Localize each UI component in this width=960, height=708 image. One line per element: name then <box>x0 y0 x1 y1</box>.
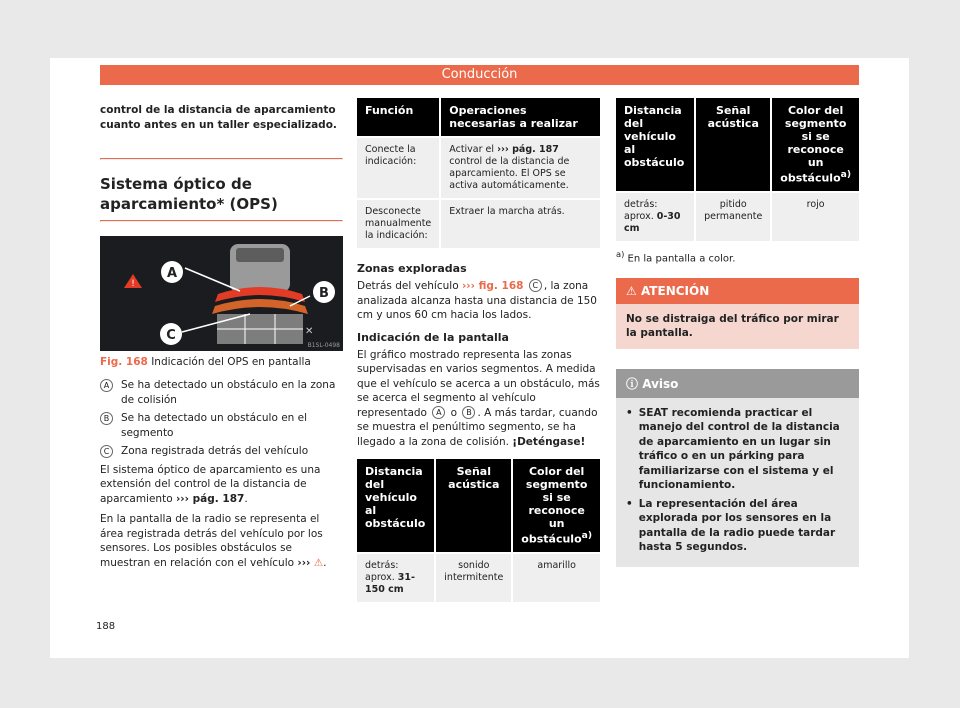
warning-link[interactable]: ››› <box>297 556 311 569</box>
legend-key: C <box>100 445 113 458</box>
ops-diagram <box>100 236 343 351</box>
warning-title: ATENCIÓN <box>640 283 710 298</box>
callout-b: B <box>319 286 329 301</box>
table-cell: sonido intermitente <box>435 553 512 602</box>
paragraph <box>100 463 343 507</box>
legend-item <box>100 378 343 407</box>
legend-text: Se ha detectado un obstáculo en el segmento <box>121 412 308 439</box>
paragraph-text: Detrás del vehículo <box>357 280 459 292</box>
table-cell: pitido permanente <box>695 192 771 241</box>
footnote-mark: a) <box>840 169 852 180</box>
table-header: Señal acústica <box>435 459 512 553</box>
inline-badge: B <box>462 406 475 419</box>
table-header: Función <box>357 98 440 137</box>
note-item-text: SEAT recomienda practicar el manejo del control de la distancia de aparcamiento en un lugar sin tráfico o en un párking para familiarizarse con el sistema y el funcionamiento. <box>638 406 840 492</box>
table-row <box>616 192 859 241</box>
note-title: Aviso <box>642 376 679 391</box>
distance-table-yellow <box>357 459 600 602</box>
table-header <box>512 459 600 553</box>
section-title: Sistema óptico de aparcamiento* (OPS) <box>100 175 278 213</box>
header-text: Color del segmento si se reconoce un obstáculo <box>780 104 847 185</box>
subsection-title: Zonas exploradas <box>357 262 467 275</box>
table-cell: rojo <box>771 192 859 241</box>
chapter-header: Conducción <box>100 65 859 85</box>
table-header: Distancia del vehículo al obstáculo <box>357 459 435 553</box>
table-cell <box>440 137 600 199</box>
legend-text: Zona registrada detrás del vehículo <box>121 445 309 457</box>
legend-item <box>100 411 343 440</box>
footnote <box>616 249 859 264</box>
table-cell: amarillo <box>512 553 600 602</box>
cell-text: control de la distancia de aparcamiento. El OPS se activa automáticamente. <box>449 156 570 191</box>
legend-text: Se ha detectado un obstáculo en la zona de colisión <box>121 379 336 406</box>
footnote-text: En la pantalla a color. <box>627 252 736 264</box>
cell-text: 31-150 cm <box>365 571 415 595</box>
paragraph-text: En la pantalla de la radio se representa el área registrada detrás del vehículo por los sensores. Los posibles obstáculos se muestran en relación con el vehículo <box>100 513 323 569</box>
cell-text: detrás: aprox. <box>365 559 399 583</box>
header-text: Color del segmento si se reconoce un obstáculo <box>521 465 588 546</box>
column-1 <box>100 103 343 576</box>
paragraph-text: o <box>450 406 458 419</box>
figure-link[interactable]: ››› fig. 168 <box>461 280 524 292</box>
bullet-icon: • <box>626 497 633 510</box>
table-cell: Extraer la marcha atrás. <box>440 199 600 248</box>
paragraph-text: . <box>323 556 327 569</box>
intro-text: control de la distancia de aparcamiento cuanto antes en un taller especializado. <box>100 104 337 131</box>
legend-item <box>100 444 343 459</box>
warning-triangle-icon: ⚠ <box>626 283 637 298</box>
column-2 <box>357 98 600 602</box>
paragraph-text: . <box>244 492 248 505</box>
table-header <box>771 98 859 192</box>
footnote-mark: a) <box>581 530 593 541</box>
footnote-mark: a) <box>616 248 625 259</box>
cell-text: detrás: aprox. <box>624 198 658 222</box>
table-cell: Desconecte manualmente la indicación: <box>357 199 440 248</box>
warning-triangle-icon: ⚠ <box>313 556 324 569</box>
figure-caption-text: Indicación del OPS en pantalla <box>151 356 311 368</box>
paragraph-text: , la zona analizada alcanza hasta una distancia de 150 cm y unos 60 cm hacia los lados. <box>357 280 597 321</box>
note-item <box>626 406 849 493</box>
page-number: 188 <box>96 621 116 632</box>
paragraph-text: . A más tardar, cuando se muestra el penúltimo segmento, se ha llegado a la zona de colisión. <box>357 406 598 448</box>
figure-label: Fig. 168 <box>100 356 148 368</box>
close-icon: ✕ <box>305 326 314 337</box>
paragraph <box>357 348 600 450</box>
note-body <box>616 398 859 567</box>
figure-caption <box>100 356 343 368</box>
figure-code: B1SL-0498 <box>307 342 340 349</box>
info-icon: ⓘ <box>626 376 639 391</box>
paragraph <box>357 279 600 323</box>
table-row <box>357 553 600 602</box>
paragraph-text: El sistema óptico de aparcamiento es una extensión del control de la distancia de aparcamiento <box>100 463 321 505</box>
table-cell: Conecte la indicación: <box>357 137 440 199</box>
warning-header <box>616 278 859 304</box>
legend-key: A <box>100 379 113 392</box>
paragraph-text: El gráfico mostrado representa las zonas supervisadas en varios segmentos. A medida que el vehículo se acerca a un obstáculo, más se acerca el segmento al vehículo representado <box>357 348 600 419</box>
callout-c: C <box>166 328 176 343</box>
cell-text: Activar el <box>449 144 495 155</box>
column-3 <box>616 98 859 567</box>
note-item-text: La representación del área explorada por los sensores en la pantalla de la radio puede tardar hasta 5 segundos. <box>638 497 836 554</box>
inline-badge: A <box>432 406 445 419</box>
emphasis-text: ¡Deténgase! <box>512 435 586 448</box>
section-separator-bottom <box>100 220 343 222</box>
bullet-icon: • <box>626 406 633 419</box>
distance-table-red <box>616 98 859 241</box>
page-link[interactable]: ››› pág. 187 <box>175 492 245 505</box>
cell-text: 0-30 cm <box>624 210 681 234</box>
ops-figure <box>100 236 343 351</box>
note-item <box>626 497 849 555</box>
table-header: Señal acústica <box>695 98 771 192</box>
function-table <box>357 98 600 248</box>
inline-badge: C <box>529 279 542 292</box>
table-row <box>357 199 600 248</box>
page-link[interactable]: ››› pág. 187 <box>497 144 559 155</box>
table-header: Operaciones necesarias a realizar <box>440 98 600 137</box>
subsection-title: Indicación de la pantalla <box>357 330 509 344</box>
svg-text:!: ! <box>131 279 135 289</box>
table-row <box>357 137 600 199</box>
table-header: Distancia del vehículo al obstáculo <box>616 98 695 192</box>
warning-body: No se distraiga del tráfico por mirar la pantalla. <box>616 304 859 349</box>
table-cell <box>357 553 435 602</box>
legend-key: B <box>100 412 113 425</box>
table-cell <box>616 192 695 241</box>
note-header <box>616 369 859 398</box>
callout-a: A <box>166 266 178 281</box>
paragraph <box>100 512 343 570</box>
